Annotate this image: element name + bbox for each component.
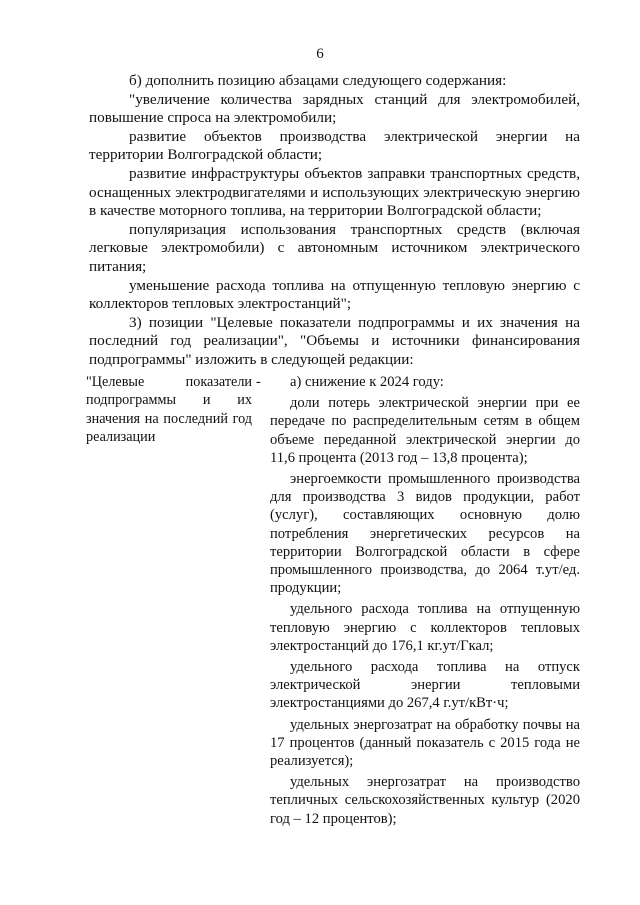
table-dash: - — [256, 374, 261, 390]
paragraph: развитие объектов производства электрической энергии на территории Волгоградской области; — [89, 127, 580, 164]
indicator-item: удельных энергозатрат на производство тепличных сельскохозяйственных культур (2020 год – 12 процентов); — [270, 774, 580, 827]
paragraph: развитие инфраструктуры объектов заправки транспортных средств, оснащенных электродвигателями и использующих электрическую энергию в качестве моторного топлива, на территории Волгоградской области; — [89, 164, 580, 220]
table-left-label: "Целевые показатели подпрограммы и их значения на последний год реализации — [86, 374, 252, 446]
indicator-item: энергоемкости промышленного производства для производства 3 видов продукции, работ (услуг), составляющих основную долю потребления энергетических ресурсов на территории Волгоградской области в сфере промышленного производства, до 2064 т.ут/ед. продукции; — [270, 471, 580, 597]
paragraph: "увеличение количества зарядных станций для электромобилей, повышение спроса на электромобили; — [89, 90, 580, 127]
indicator-item: удельного расхода топлива на отпущенную тепловую энергию с коллекторов тепловых электростанций до 176,1 кг.ут/Гкал; — [270, 601, 580, 654]
paragraph: 3) позиции "Целевые показатели подпрограммы и их значения на последний год реализации", "Объемы и источники финансирования подпрограммы" изложить в следующей редакции: — [89, 313, 580, 368]
indicator-item: доли потерь электрической энергии при ее передаче по распределительным сетям в общем объеме переданной электрической энергии до 11,6 процента (2013 год – 13,8 процента); — [270, 395, 580, 466]
table-right-column — [270, 373, 580, 831]
paragraph: популяризация использования транспортных средств (включая легковые электромобили) с автономным источником электрического питания; — [89, 220, 580, 275]
indicator-item: а) снижение к 2024 году: — [290, 374, 444, 390]
paragraph: уменьшение расхода топлива на отпущенную тепловую энергию с коллекторов тепловых электростанций"; — [89, 276, 580, 313]
indicator-item: удельных энергозатрат на обработку почвы на 17 процентов (данный показатель с 2015 года не реализуется); — [270, 716, 580, 770]
paragraph: б) дополнить позицию абзацами следующего содержания: — [129, 72, 507, 89]
body-text — [89, 72, 580, 370]
indicator-item: удельного расхода топлива на отпуск электрической энергии тепловыми электростанциями до 267,4 г.ут/кВт·ч; — [270, 659, 580, 712]
page-number: 6 — [316, 46, 324, 62]
